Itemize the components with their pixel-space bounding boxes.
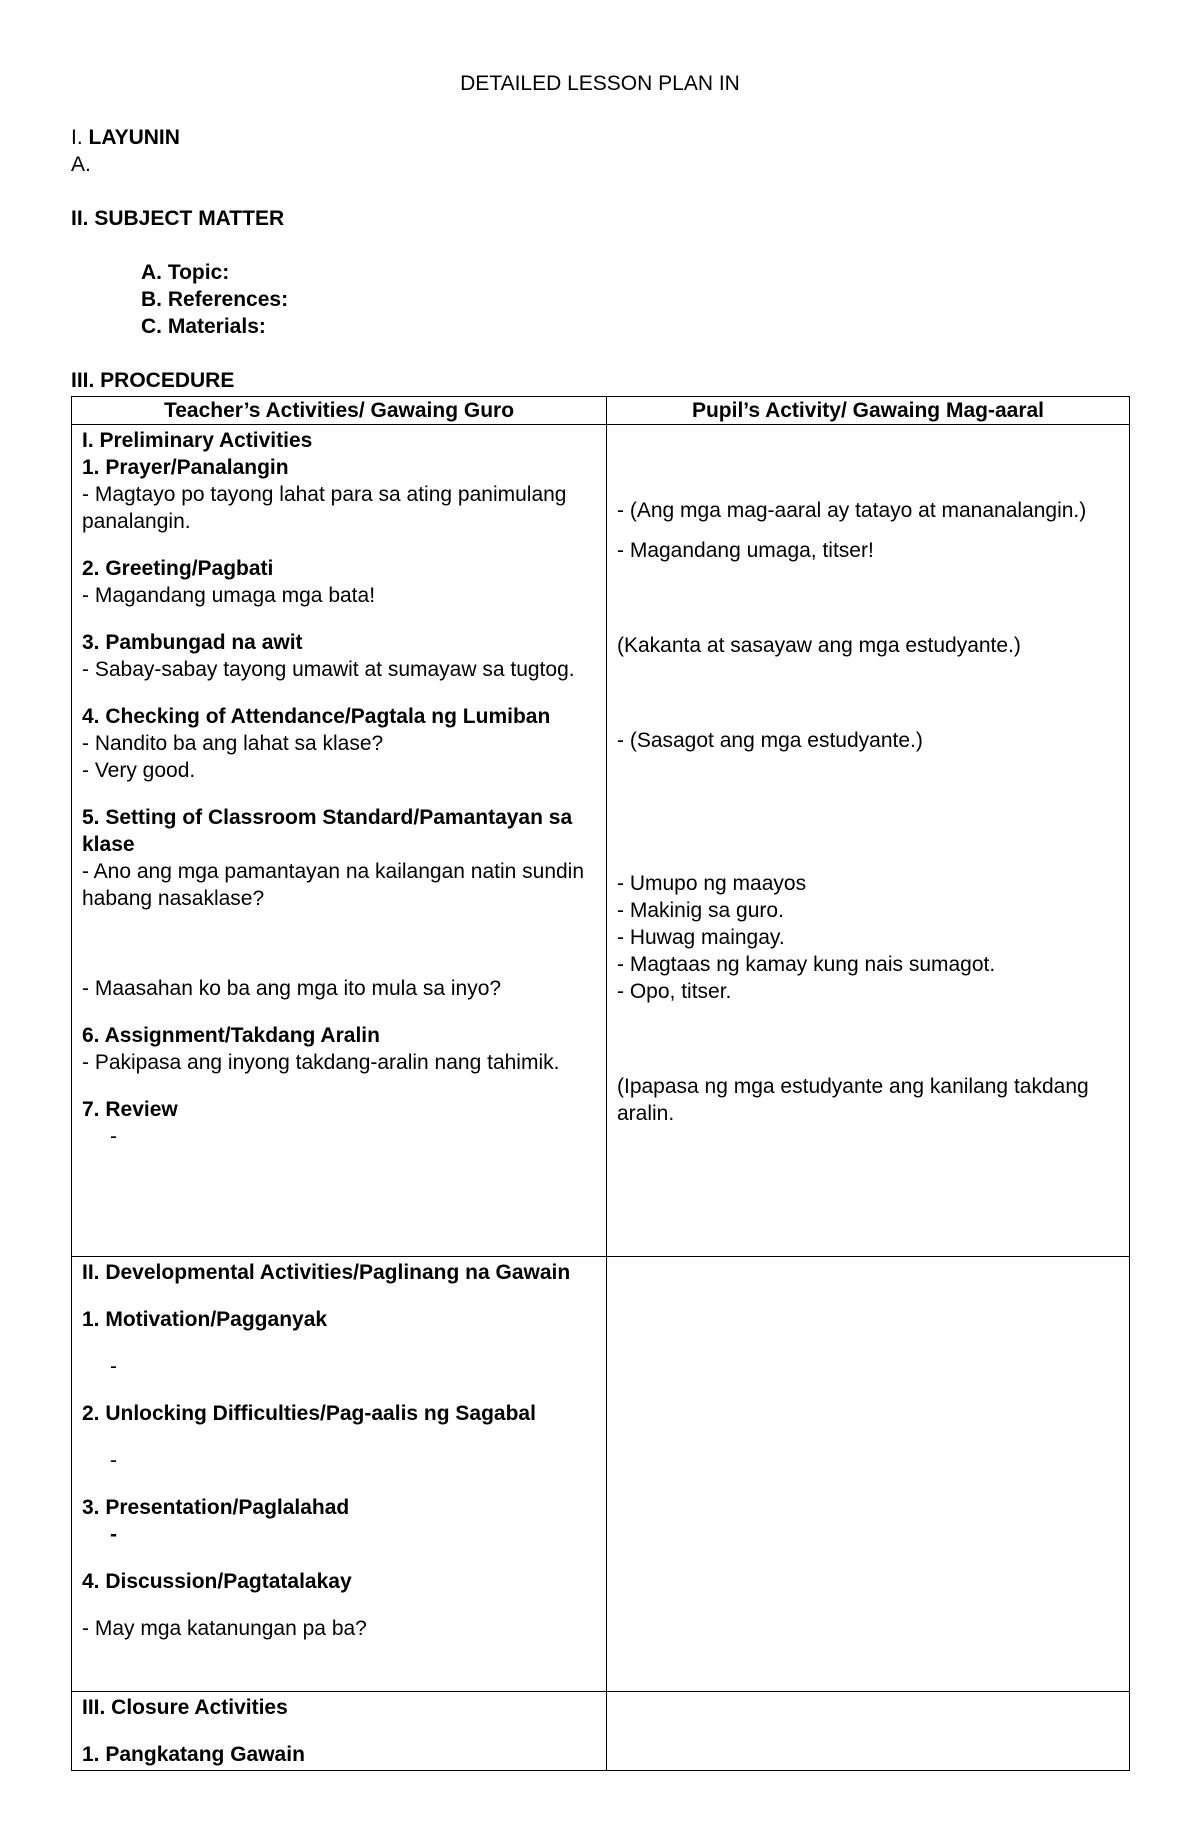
assignment-heading: 6. Assignment/Takdang Aralin: [82, 1024, 380, 1047]
assignment-teacher-text: - Pakipasa ang inyong takdang-aralin nang tahimik.: [82, 1051, 560, 1074]
closure-teacher-cell: [72, 1692, 607, 1771]
preliminary-heading: I. Preliminary Activities: [82, 429, 313, 452]
developmental-row: [72, 1257, 1130, 1692]
prayer-teacher-text: - Magtayo po tayong lahat para sa ating panimulang panalangin.: [82, 483, 567, 533]
standard-teacher-text-2: - Maasahan ko ba ang mga ito mula sa inyo?: [82, 977, 502, 1000]
section-layunin-heading: LAYUNIN: [88, 126, 180, 149]
greeting-heading: 2. Greeting/Pagbati: [82, 557, 274, 580]
closure-heading: III. Closure Activities: [82, 1696, 288, 1719]
developmental-pupil-cell: [607, 1257, 1130, 1692]
presentation-heading: 3. Presentation/Paglalahad: [82, 1496, 350, 1519]
attendance-teacher-text-1: - Nandito ba ang lahat sa klase?: [82, 732, 384, 755]
review-teacher-text: -: [110, 1125, 117, 1148]
attendance-heading: 4. Checking of Attendance/Pagtala ng Lumiban: [82, 705, 551, 728]
standard-heading: 5. Setting of Classroom Standard/Pamantayan sa klase: [82, 806, 573, 856]
developmental-heading: II. Developmental Activities/Paglinang na Gawain: [82, 1261, 571, 1284]
motivation-heading: 1. Motivation/Pagganyak: [82, 1308, 328, 1331]
standard-pupil-text-3: - Huwag maingay.: [617, 926, 785, 949]
closure-row: [72, 1692, 1130, 1771]
developmental-teacher-cell: [72, 1257, 607, 1692]
closure-pupil-cell: [607, 1692, 1130, 1771]
standard-teacher-text-1: - Ano ang mga pamantayan na kailangan natin sundin habang nasaklase?: [82, 860, 585, 910]
standard-pupil-text-2: - Makinig sa guro.: [617, 899, 784, 922]
group-work-heading: 1. Pangkatang Gawain: [82, 1743, 305, 1766]
procedure-table: [71, 396, 1130, 1771]
unlocking-teacher-text: -: [110, 1449, 117, 1472]
unlocking-heading: 2. Unlocking Difficulties/Pag-aalis ng Sagabal: [82, 1402, 536, 1425]
prayer-heading: 1. Prayer/Panalangin: [82, 456, 289, 479]
section-layunin: [71, 124, 180, 151]
section-procedure-heading: III. PROCEDURE: [71, 369, 235, 392]
section-subject-matter-heading: II. SUBJECT MATTER: [71, 207, 285, 230]
attendance-teacher-text-2: - Very good.: [82, 759, 196, 782]
assignment-pupil-text: (Ipapasa ng mga estudyante ang kanilang takdang aralin.: [617, 1075, 1089, 1125]
standard-pupil-text-5: - Opo, titser.: [617, 980, 732, 1003]
attendance-pupil-text: - (Sasagot ang mga estudyante.): [617, 729, 923, 752]
preliminary-pupil-cell: [607, 425, 1130, 1257]
song-heading: 3. Pambungad na awit: [82, 631, 303, 654]
prayer-pupil-text: - (Ang mga mag-aaral ay tatayo at mananalangin.): [617, 499, 1087, 522]
subject-topic: A. Topic:: [141, 261, 230, 284]
layunin-item-a: A.: [71, 153, 91, 176]
song-pupil-text: (Kakanta at sasayaw ang mga estudyante.): [617, 634, 1021, 657]
presentation-teacher-text: -: [110, 1523, 117, 1546]
greeting-teacher-text: - Magandang umaga mga bata!: [82, 584, 376, 607]
subject-references: B. References:: [141, 288, 289, 311]
preliminary-teacher-cell: [72, 425, 607, 1257]
review-heading: 7. Review: [82, 1098, 178, 1121]
motivation-teacher-text: -: [110, 1355, 117, 1378]
subject-materials: C. Materials:: [141, 315, 266, 338]
song-teacher-text: - Sabay-sabay tayong umawit at sumayaw sa tugtog.: [82, 658, 575, 681]
standard-pupil-text-4: - Magtaas ng kamay kung nais sumagot.: [617, 953, 996, 976]
discussion-teacher-text: - May mga katanungan pa ba?: [82, 1617, 367, 1640]
header-teacher: Teacher’s Activities/ Gawaing Guro: [72, 397, 607, 425]
header-pupil: Pupil’s Activity/ Gawaing Mag-aaral: [607, 397, 1130, 425]
standard-pupil-text-1: - Umupo ng maayos: [617, 872, 807, 895]
table-header-row: [72, 397, 1130, 425]
section-layunin-number: I.: [71, 126, 89, 149]
greeting-pupil-text: - Magandang umaga, titser!: [617, 539, 874, 562]
discussion-heading: 4. Discussion/Pagtatalakay: [82, 1570, 352, 1593]
preliminary-row: [72, 425, 1130, 1257]
document-title: DETAILED LESSON PLAN IN: [460, 72, 740, 95]
